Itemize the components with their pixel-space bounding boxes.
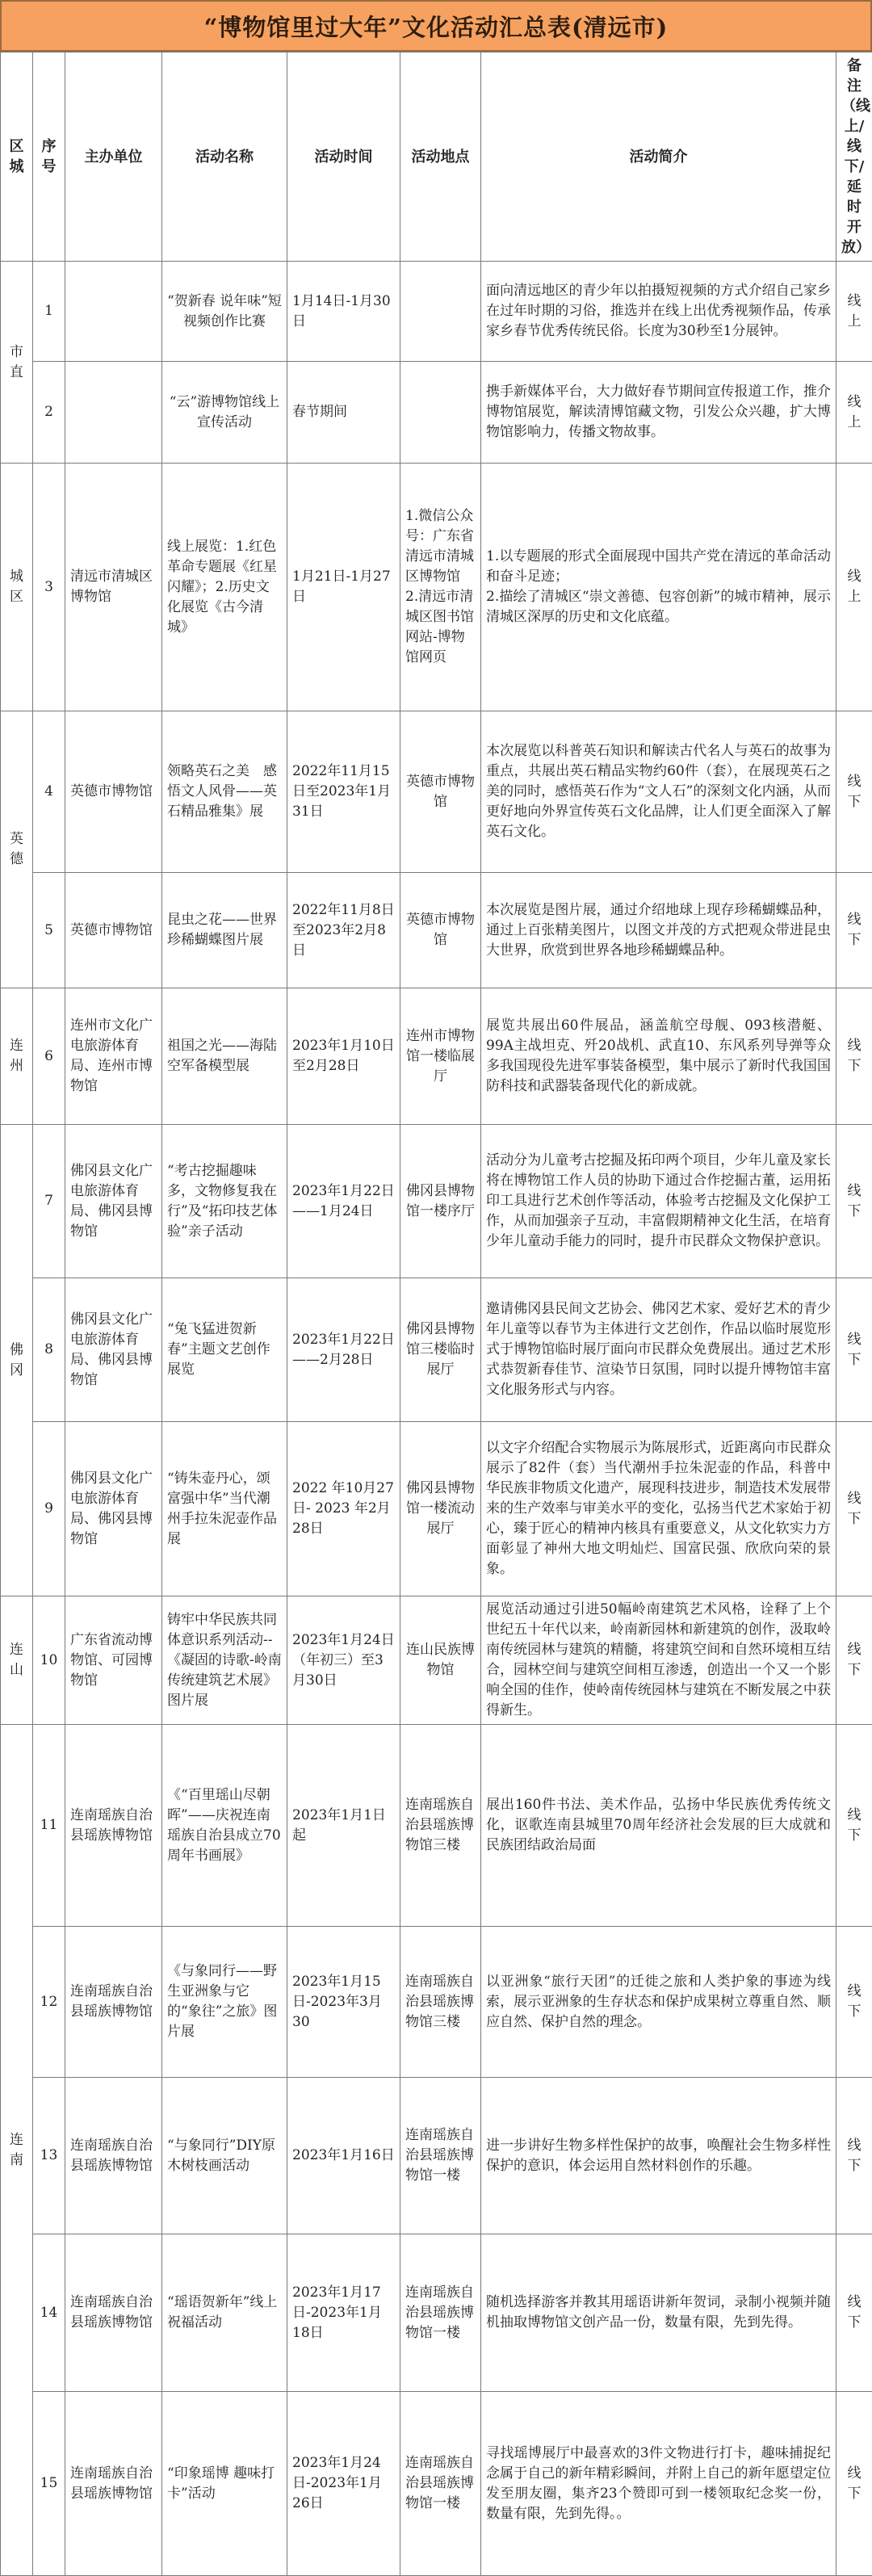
row-number: 12 bbox=[33, 1927, 65, 2078]
row-number: 10 bbox=[33, 1596, 65, 1725]
activity-location-cell: 连南瑶族自治县瑶族博物馆三楼 bbox=[400, 1927, 481, 2078]
table-row bbox=[1, 873, 872, 988]
region-cell: 连山 bbox=[1, 1596, 33, 1725]
organizer-cell: 连南瑶族自治县瑶族博物馆 bbox=[65, 1725, 162, 1927]
activity-intro-cell: 以亚洲象“旅行天团”的迁徙之旅和人类护象的事迹为线索，展示亚洲象的生存状态和保护成果树立尊重自然、顺应自然、保护自然的理念。 bbox=[481, 1927, 836, 2078]
activity-time-cell: 2022 年10月27日- 2023 年2月28日 bbox=[287, 1422, 400, 1596]
activity-location-cell: 连州市博物馆一楼临展厅 bbox=[400, 988, 481, 1125]
activity-intro-cell: 邀请佛冈县民间文艺协会、佛冈艺术家、爱好艺术的青少年儿童等以春节为主体进行文艺创作，作品以临时展览形式于博物馆临时展厅面向市民群众免费展出。通过艺术形式恭贺新春佳节、渲染节日氛围，同时以提升博物馆丰富文化服务形式与内容。 bbox=[481, 1278, 836, 1422]
organizer-cell: 连南瑶族自治县瑶族博物馆 bbox=[65, 2234, 162, 2392]
activity-mode-cell: 线上 bbox=[836, 464, 872, 711]
activity-time-cell: 1月21日-1月27日 bbox=[287, 464, 400, 711]
activity-intro-cell: 面向清远地区的青少年以拍摄短视频的方式介绍自己家乡在过年时期的习俗，推选并在线上出优秀视频作品，传承家乡春节优秀传统民俗。长度为30秒至1分展钟。 bbox=[481, 262, 836, 362]
row-number: 7 bbox=[33, 1125, 65, 1278]
activity-location-cell: 连山民族博物馆 bbox=[400, 1596, 481, 1725]
activity-name-cell: 铸牢中华民族共同体意识系列活动--《凝固的诗歌-岭南传统建筑艺术展》图片展 bbox=[162, 1596, 287, 1725]
table-row bbox=[1, 1927, 872, 2078]
page-title: “博物馆里过大年”文化活动汇总表(清远市) bbox=[0, 0, 872, 52]
activity-mode-cell: 线下 bbox=[836, 1422, 872, 1596]
activity-location-cell bbox=[400, 262, 481, 362]
activity-time-cell: 2023年1月1日起 bbox=[287, 1725, 400, 1927]
activity-time-cell: 2023年1月24日（年初三）至3月30日 bbox=[287, 1596, 400, 1725]
activity-name-cell: 《“百里瑶山尽朝晖”——庆祝连南瑶族自治县成立70周年书画展》 bbox=[162, 1725, 287, 1927]
activity-mode-cell: 线下 bbox=[836, 1125, 872, 1278]
activity-location-cell: 英德市博物馆 bbox=[400, 873, 481, 988]
activity-time-cell: 2023年1月22日——1月24日 bbox=[287, 1125, 400, 1278]
activity-name-cell: “瑶语贺新年”线上祝福活动 bbox=[162, 2234, 287, 2392]
activity-name-cell: “云”游博物馆线上宣传活动 bbox=[162, 362, 287, 464]
region-cell: 市直 bbox=[1, 262, 33, 464]
activity-intro-cell: 携手新媒体平台，大力做好春节期间宣传报道工作，推介博物馆展览，解读清博馆藏文物，引发公众兴趣，扩大博物馆影响力，传播文物故事。 bbox=[481, 362, 836, 464]
activity-location-cell: 连南瑶族自治县瑶族博物馆三楼 bbox=[400, 1725, 481, 1927]
row-number: 13 bbox=[33, 2078, 65, 2234]
organizer-cell: 广东省流动博物馆、可园博物馆 bbox=[65, 1596, 162, 1725]
region-cell: 连南 bbox=[1, 1725, 33, 2576]
header-intro: 活动简介 bbox=[481, 52, 836, 262]
activity-time-cell: 2023年1月16日 bbox=[287, 2078, 400, 2234]
activity-mode-cell: 线下 bbox=[836, 2392, 872, 2576]
region-cell: 连州 bbox=[1, 988, 33, 1125]
activity-time-cell: 2023年1月15日-2023年3月30 bbox=[287, 1927, 400, 2078]
organizer-cell: 佛冈县文化广电旅游体育局、佛冈县博物馆 bbox=[65, 1125, 162, 1278]
activity-name-cell: “贺新春 说年味”短视频创作比赛 bbox=[162, 262, 287, 362]
table-row bbox=[1, 1125, 872, 1278]
activity-mode-cell: 线下 bbox=[836, 711, 872, 873]
activity-location-cell: 连南瑶族自治县瑶族博物馆一楼 bbox=[400, 2234, 481, 2392]
table-row bbox=[1, 2234, 872, 2392]
activity-location-cell bbox=[400, 362, 481, 464]
activity-table bbox=[0, 52, 872, 2576]
header-organizer: 主办单位 bbox=[65, 52, 162, 262]
activity-time-cell: 2022年11月15日至2023年1月31日 bbox=[287, 711, 400, 873]
activity-time-cell: 2023年1月24日-2023年1月26日 bbox=[287, 2392, 400, 2576]
activity-name-cell: 《与象同行——野生亚洲象与它的“象往”之旅》图片展 bbox=[162, 1927, 287, 2078]
header-time: 活动时间 bbox=[287, 52, 400, 262]
activity-time-cell: 2023年1月17日-2023年1月18日 bbox=[287, 2234, 400, 2392]
activity-name-cell: “铸朱壶丹心，颂富强中华”当代潮州手拉朱泥壶作品展 bbox=[162, 1422, 287, 1596]
region-cell: 英德 bbox=[1, 711, 33, 988]
activity-intro-cell: 随机选择游客并教其用瑶语讲新年贺词，录制小视频并随机抽取博物馆文创产品一份，数量有限，先到先得。 bbox=[481, 2234, 836, 2392]
activity-mode-cell: 线下 bbox=[836, 1927, 872, 2078]
activity-mode-cell: 线下 bbox=[836, 873, 872, 988]
row-number: 2 bbox=[33, 362, 65, 464]
table-row bbox=[1, 1422, 872, 1596]
row-number: 5 bbox=[33, 873, 65, 988]
organizer-cell: 英德市博物馆 bbox=[65, 711, 162, 873]
activity-location-cell: 佛冈县博物馆一楼序厅 bbox=[400, 1125, 481, 1278]
activity-mode-cell: 线下 bbox=[836, 2078, 872, 2234]
organizer-cell: 连南瑶族自治县瑶族博物馆 bbox=[65, 2392, 162, 2576]
activity-intro-cell: 本次展览以科普英石知识和解读古代名人与英石的故事为重点，共展出英石精品实物约60件（套），在展现英石之美的同时，感悟英石作为“文人石”的深刻文化内涵，从而更好地向外界宣传英石文化品牌，让人们更全面深入了解英石文化。 bbox=[481, 711, 836, 873]
row-number: 4 bbox=[33, 711, 65, 873]
activity-location-cell: 英德市博物馆 bbox=[400, 711, 481, 873]
organizer-cell: 连南瑶族自治县瑶族博物馆 bbox=[65, 1927, 162, 2078]
activity-location-cell: 佛冈县博物馆三楼临时展厅 bbox=[400, 1278, 481, 1422]
table-row bbox=[1, 1725, 872, 1927]
table-row bbox=[1, 1596, 872, 1725]
organizer-cell: 英德市博物馆 bbox=[65, 873, 162, 988]
table-row bbox=[1, 711, 872, 873]
activity-mode-cell: 线上 bbox=[836, 262, 872, 362]
header-note: 备注（线上/线下/延时开放） bbox=[836, 52, 872, 262]
region-cell: 城区 bbox=[1, 464, 33, 711]
activity-location-cell: 连南瑶族自治县瑶族博物馆一楼 bbox=[400, 2392, 481, 2576]
table-row bbox=[1, 464, 872, 711]
activity-mode-cell: 线上 bbox=[836, 362, 872, 464]
organizer-cell: 佛冈县文化广电旅游体育局、佛冈县博物馆 bbox=[65, 1278, 162, 1422]
header-location: 活动地点 bbox=[400, 52, 481, 262]
table-row bbox=[1, 2392, 872, 2576]
activity-mode-cell: 线下 bbox=[836, 2234, 872, 2392]
activity-mode-cell: 线下 bbox=[836, 1278, 872, 1422]
row-number: 11 bbox=[33, 1725, 65, 1927]
activity-intro-cell: 展览共展出60件展品，涵盖航空母舰、093核潜艇、99A主战坦克、歼20战机、武直10、东风系列导弹等众多我国现役先进军事装备模型，集中展示了新时代我国国防科技和武器装备现代化的新成就。 bbox=[481, 988, 836, 1125]
activity-location-cell: 1.微信公众号：广东省清远市清城区博物馆 2.清远市清城区图书馆网站-博物馆网页 bbox=[400, 464, 481, 711]
header-region: 区城 bbox=[1, 52, 33, 262]
activity-time-cell: 春节期间 bbox=[287, 362, 400, 464]
activity-intro-cell: 活动分为儿童考古挖掘及拓印两个项目，少年儿童及家长将在博物馆工作人员的协助下通过合作挖掘古董，运用拓印工具进行艺术创作等活动，体验考古挖掘及文化保护工作，从而加强亲子互动，丰富假期精神文化生活，在培育少年儿童动手能力的同时，提升市民群众文物保护意识。 bbox=[481, 1125, 836, 1278]
organizer-cell bbox=[65, 362, 162, 464]
row-number: 6 bbox=[33, 988, 65, 1125]
activity-name-cell: 线上展览：1.红色革命专题展《红星闪耀》；2.历史文化展览《古今清城》 bbox=[162, 464, 287, 711]
activity-name-cell: “考古挖掘趣味多，文物修复我在行”及“拓印技艺体验”亲子活动 bbox=[162, 1125, 287, 1278]
activity-intro-cell: 展出160件书法、美术作品，弘扬中华民族优秀传统文化，讴歌连南县城里70周年经济社会发展的巨大成就和民族团结政治局面 bbox=[481, 1725, 836, 1927]
header-no: 序号 bbox=[33, 52, 65, 262]
row-number: 8 bbox=[33, 1278, 65, 1422]
organizer-cell: 佛冈县文化广电旅游体育局、佛冈县博物馆 bbox=[65, 1422, 162, 1596]
table-row bbox=[1, 262, 872, 362]
activity-time-cell: 2023年1月10日至2月28日 bbox=[287, 988, 400, 1125]
activity-mode-cell: 线下 bbox=[836, 988, 872, 1125]
row-number: 9 bbox=[33, 1422, 65, 1596]
table-row bbox=[1, 1278, 872, 1422]
activity-name-cell: 祖国之光——海陆空军备模型展 bbox=[162, 988, 287, 1125]
row-number: 3 bbox=[33, 464, 65, 711]
activity-time-cell: 1月14日-1月30日 bbox=[287, 262, 400, 362]
activity-name-cell: “与象同行”DIY原木树枝画活动 bbox=[162, 2078, 287, 2234]
activity-intro-cell: 以文字介绍配合实物展示为陈展形式，近距离向市民群众展示了82件（套）当代潮州手拉朱泥壶的作品，科普中华民族非物质文化遗产，展现科技进步，制造技术发展带来的生产效率与审美水平的变化，弘扬当代艺术家始于初心，臻于匠心的精神内核具有重要意义，从文化软实力方面彰显了神州大地文明灿烂、国富民强、欣欣向荣的景象。 bbox=[481, 1422, 836, 1596]
organizer-cell: 清远市清城区博物馆 bbox=[65, 464, 162, 711]
activity-mode-cell: 线下 bbox=[836, 1596, 872, 1725]
activity-name-cell: “兔飞猛进贺新春”主题文艺创作展览 bbox=[162, 1278, 287, 1422]
table-row bbox=[1, 2078, 872, 2234]
activity-intro-cell: 本次展览是图片展，通过介绍地球上现存珍稀蝴蝶品种，通过上百张精美图片，以图文并茂的方式把观众带进昆虫大世界，欣赏到世界各地珍稀蝴蝶品种。 bbox=[481, 873, 836, 988]
activity-time-cell: 2023年1月22日——2月28日 bbox=[287, 1278, 400, 1422]
activity-location-cell: 佛冈县博物馆一楼流动展厅 bbox=[400, 1422, 481, 1596]
row-number: 1 bbox=[33, 262, 65, 362]
activity-intro-cell: 1.以专题展的形式全面展现中国共产党在清远的革命活动和奋斗足迹； 2.描绘了清城区“崇文善德、包容创新”的城市精神，展示清城区深厚的历史和文化底蕴。 bbox=[481, 464, 836, 711]
header-name: 活动名称 bbox=[162, 52, 287, 262]
table-row bbox=[1, 362, 872, 464]
region-cell: 佛冈 bbox=[1, 1125, 33, 1596]
activity-name-cell: “印象瑶博 趣味打卡”活动 bbox=[162, 2392, 287, 2576]
header-row bbox=[1, 52, 872, 262]
activity-mode-cell: 线下 bbox=[836, 1725, 872, 1927]
row-number: 14 bbox=[33, 2234, 65, 2392]
activity-intro-cell: 展览活动通过引进50幅岭南建筑艺术风格，诠释了上个世纪五十年代以来，岭南新园林和新建筑的创作，汲取岭南传统园林与建筑的精髓，将建筑空间和自然环境相互结合，园林空间与建筑空间相互渗透，创造出一个又一个影响全国的佳作，使岭南传统园林与建筑在不断发展之中获得新生。 bbox=[481, 1596, 836, 1725]
organizer-cell bbox=[65, 262, 162, 362]
activity-intro-cell: 进一步讲好生物多样性保护的故事，唤醒社会生物多样性保护的意识，体会运用自然材料创作的乐趣。 bbox=[481, 2078, 836, 2234]
activity-intro-cell: 寻找瑶博展厅中最喜欢的3件文物进行打卡，趣味捕捉纪念属于自己的新年精彩瞬间，并附上自己的新年愿望定位发至朋友圈，集齐23个赞即可到一楼领取纪念奖一份，数量有限，先到先得。。 bbox=[481, 2392, 836, 2576]
row-number: 15 bbox=[33, 2392, 65, 2576]
table-row bbox=[1, 988, 872, 1125]
activity-time-cell: 2022年11月8日至2023年2月8日 bbox=[287, 873, 400, 988]
activity-name-cell: 昆虫之花——世界珍稀蝴蝶图片展 bbox=[162, 873, 287, 988]
organizer-cell: 连州市文化广电旅游体育局、连州市博物馆 bbox=[65, 988, 162, 1125]
activity-location-cell: 连南瑶族自治县瑶族博物馆一楼 bbox=[400, 2078, 481, 2234]
activity-name-cell: 领略英石之美 感悟文人风骨——英石精品雅集》展 bbox=[162, 711, 287, 873]
organizer-cell: 连南瑶族自治县瑶族博物馆 bbox=[65, 2078, 162, 2234]
